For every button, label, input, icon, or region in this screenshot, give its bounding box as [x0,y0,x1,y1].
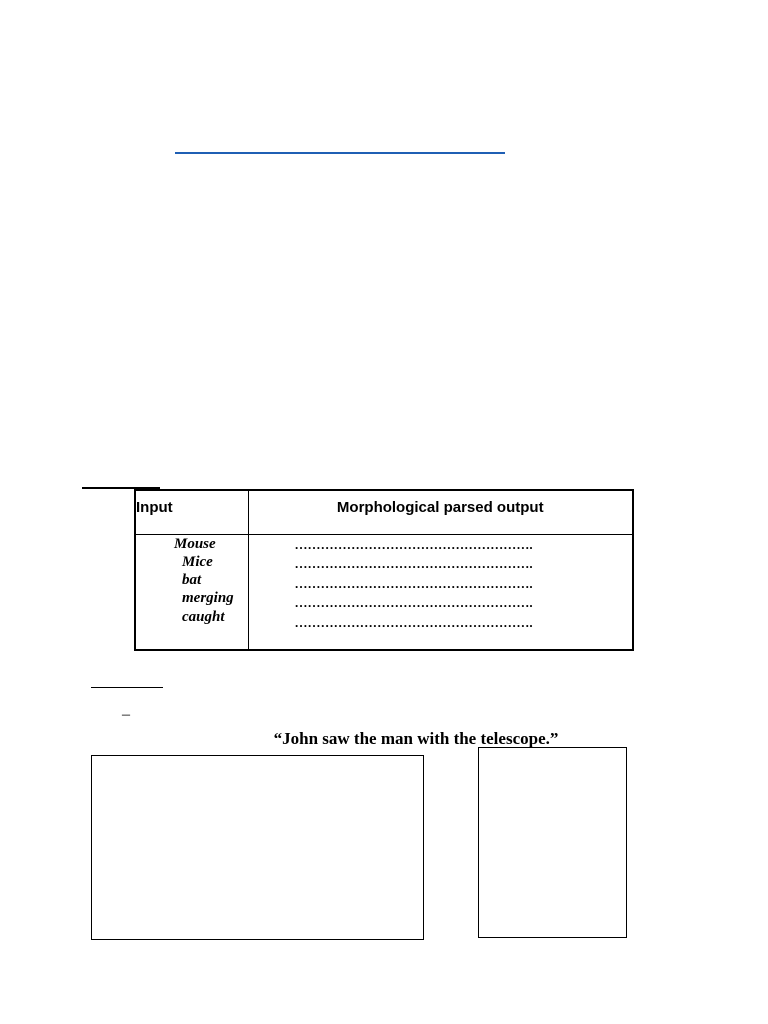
example-sentence: “John saw the man with the telescope.” [273,729,559,748]
answer-box-left [91,755,424,940]
output-blank-line: ………………………………………………. [294,595,533,610]
table-row [135,534,633,650]
dash-mark: – [122,706,130,723]
output-column-header: Morphological parsed output [248,490,633,534]
output-blank-line: ………………………………………………. [294,536,533,552]
input-word: merging [182,590,234,607]
answer-box-right [478,747,627,938]
input-column-header: Input [135,490,248,534]
input-word: bat [182,572,202,589]
morphological-parse-table [134,489,634,651]
input-words-cell [135,534,248,650]
output-blank-line: ………………………………………………. [294,614,533,630]
input-word: Mouse [174,535,216,552]
input-word: Mice [182,553,213,570]
output-blank-line: ………………………………………………. [294,575,533,591]
parsed-output-cell [248,534,633,650]
output-blank-line: ………………………………………………. [294,556,533,571]
table-header-row [135,490,633,534]
input-word: caught [182,608,225,625]
blue-rule-line [175,152,505,154]
section-underline-2 [91,687,163,688]
